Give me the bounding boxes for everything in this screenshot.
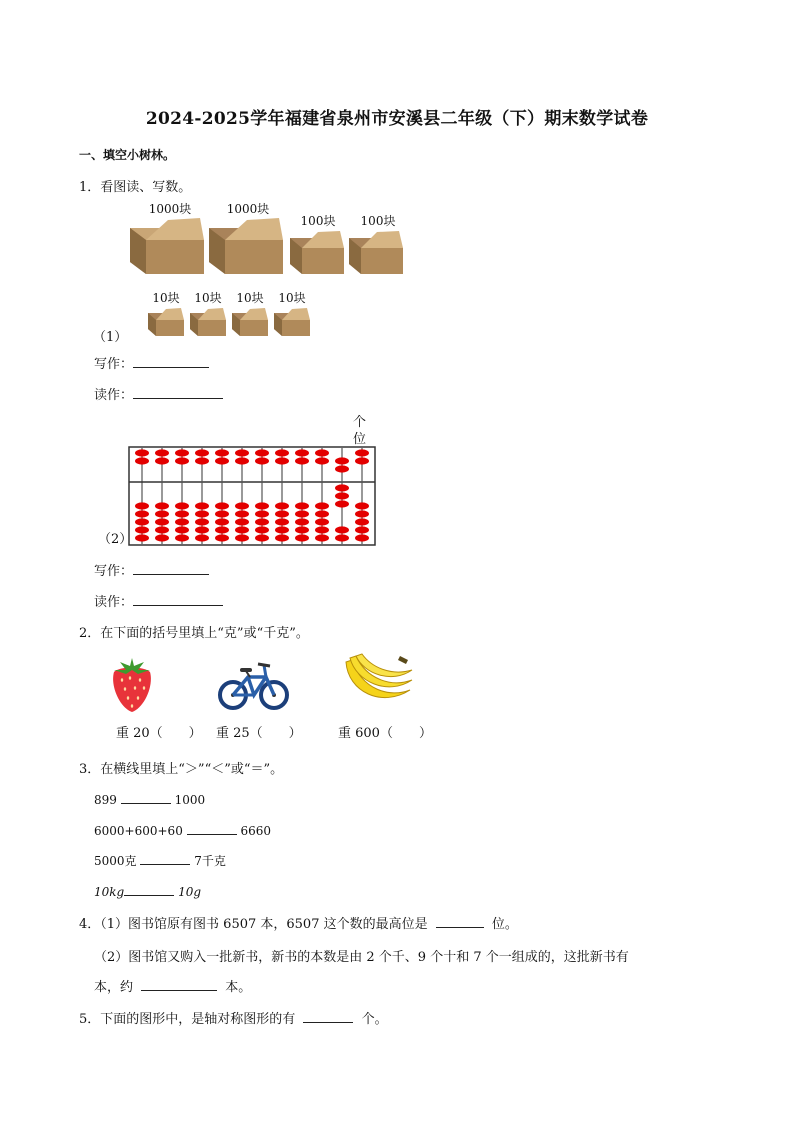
abacus-bead xyxy=(355,510,369,517)
read-answer-blank[interactable] xyxy=(133,592,223,606)
abacus-bead xyxy=(255,526,269,533)
abacus-bead xyxy=(195,457,209,464)
abacus-bead xyxy=(335,492,349,499)
medium-box-icon xyxy=(288,228,346,276)
abacus-bead xyxy=(355,534,369,541)
question-4-text: 位。 xyxy=(491,917,518,932)
compare-right: 1000 xyxy=(174,793,206,807)
answer-blank[interactable] xyxy=(141,977,217,991)
abacus-bead xyxy=(315,518,329,525)
compare-left: 6000+600+60 xyxy=(94,824,183,838)
small-box-icon xyxy=(146,306,186,338)
abacus-bead xyxy=(135,449,149,456)
write-label: 写作： xyxy=(94,564,134,579)
compare-right: 6660 xyxy=(240,824,272,838)
abacus-bead xyxy=(255,534,269,541)
compare-left: 899 xyxy=(94,793,117,807)
page-title: 2024-2025学年福建省泉州市安溪县二年级（下）期末数学试卷 xyxy=(145,109,649,129)
abacus-bead xyxy=(195,502,209,509)
box-label: 100块 xyxy=(360,214,396,228)
abacus-bead xyxy=(295,526,309,533)
abacus-bead xyxy=(235,534,249,541)
box-label: 10块 xyxy=(278,291,306,305)
abacus-bead xyxy=(215,518,229,525)
abacus-bead xyxy=(175,502,189,509)
question-4-text: 本。 xyxy=(225,980,252,995)
compare-right: 7千克 xyxy=(194,854,226,868)
abacus-bead xyxy=(275,449,289,456)
question-4-text: 4．（1）图书馆原有图书 6507 本，6507 这个数的最高位是 xyxy=(79,917,428,932)
read-label: 读作： xyxy=(94,595,134,610)
abacus-bead xyxy=(355,449,369,456)
box-label: 1000块 xyxy=(148,202,192,216)
abacus-bead xyxy=(175,449,189,456)
abacus-bead xyxy=(335,465,349,472)
abacus-bead xyxy=(275,526,289,533)
abacus-bead xyxy=(295,518,309,525)
abacus-bead xyxy=(315,510,329,517)
abacus-bead xyxy=(315,449,329,456)
abacus-bead xyxy=(175,526,189,533)
compare-row xyxy=(94,790,205,807)
abacus-bead xyxy=(215,534,229,541)
abacus-bead xyxy=(215,457,229,464)
abacus-bead xyxy=(135,510,149,517)
large-box-icon xyxy=(207,214,287,276)
question-5-stem xyxy=(79,1008,388,1027)
compare-right: 10g xyxy=(178,885,202,899)
abacus-place-label: 位 xyxy=(353,432,367,447)
answer-blank[interactable] xyxy=(436,914,484,928)
abacus-bead xyxy=(135,534,149,541)
abacus-bead xyxy=(195,510,209,517)
abacus-bead xyxy=(295,449,309,456)
question-4-part2: （2）图书馆又购入一批新书，新书的本数是由 2 个千、9 个十和 7 个一组成的，这批新书有 xyxy=(94,950,629,965)
compare-blank[interactable] xyxy=(124,882,174,896)
abacus-bead xyxy=(155,502,169,509)
answer-blank[interactable] xyxy=(303,1009,353,1023)
box-label: 10块 xyxy=(194,291,222,305)
box-label: 100块 xyxy=(300,214,336,228)
weight-item: 重 25（ ） xyxy=(216,726,302,741)
question-2-stem: 2．在下面的括号里填上“克”或“千克”。 xyxy=(79,626,309,641)
small-box-icon xyxy=(272,306,312,338)
write-row xyxy=(94,560,209,579)
abacus-bead xyxy=(135,526,149,533)
abacus-bead xyxy=(335,500,349,507)
abacus-bead xyxy=(235,502,249,509)
abacus-bead xyxy=(275,502,289,509)
question-4-part2-cont xyxy=(94,976,251,995)
write-row xyxy=(94,353,209,372)
abacus-bead xyxy=(155,457,169,464)
abacus-diagram xyxy=(128,446,376,546)
abacus-bead xyxy=(215,510,229,517)
banana-icon xyxy=(342,652,416,712)
abacus-bead xyxy=(195,518,209,525)
compare-left: 5000克 xyxy=(94,854,137,868)
bicycle-icon xyxy=(218,657,290,713)
abacus-bead xyxy=(155,518,169,525)
abacus-bead xyxy=(295,457,309,464)
abacus-bead xyxy=(295,502,309,509)
abacus-bead xyxy=(295,510,309,517)
abacus-bead xyxy=(175,534,189,541)
abacus-bead xyxy=(235,449,249,456)
abacus-bead xyxy=(255,518,269,525)
medium-box-icon xyxy=(347,228,405,276)
compare-left: 10kg xyxy=(94,885,125,899)
abacus-bead xyxy=(255,502,269,509)
strawberry-icon xyxy=(110,656,154,714)
read-label: 读作： xyxy=(94,388,134,403)
abacus-bead xyxy=(335,526,349,533)
abacus-bead xyxy=(175,510,189,517)
abacus-bead xyxy=(255,510,269,517)
compare-row xyxy=(94,882,201,899)
compare-row xyxy=(94,851,226,869)
abacus-bead xyxy=(335,457,349,464)
abacus-bead xyxy=(135,518,149,525)
abacus-bead xyxy=(255,449,269,456)
abacus-bead xyxy=(295,534,309,541)
abacus-bead xyxy=(355,457,369,464)
box-label: 10块 xyxy=(236,291,264,305)
part-label: （2） xyxy=(98,532,133,547)
abacus-bead xyxy=(355,502,369,509)
weight-item: 重 20（ ） xyxy=(116,726,202,741)
abacus-bead xyxy=(155,526,169,533)
question-4-text: 本，约 xyxy=(94,980,134,995)
compare-row xyxy=(94,821,271,838)
question-4-part1 xyxy=(79,913,518,932)
small-box-icon xyxy=(188,306,228,338)
box-label: 10块 xyxy=(152,291,180,305)
question-5-text: 5．下面的图形中，是轴对称图形的有 xyxy=(79,1012,296,1027)
question-3-stem: 3．在横线里填上“＞”“＜”或“＝”。 xyxy=(79,762,284,777)
abacus-bead xyxy=(215,449,229,456)
abacus-bead xyxy=(175,518,189,525)
abacus-bead xyxy=(315,526,329,533)
abacus-bead xyxy=(195,534,209,541)
abacus-bead xyxy=(275,534,289,541)
small-box-icon xyxy=(230,306,270,338)
abacus-bead xyxy=(155,449,169,456)
abacus-bead xyxy=(355,526,369,533)
part-label: （1） xyxy=(93,330,128,345)
read-row xyxy=(94,591,223,610)
section-heading: 一、填空小树林。 xyxy=(79,148,176,162)
abacus-bead xyxy=(235,526,249,533)
abacus-bead xyxy=(215,502,229,509)
abacus-bead xyxy=(315,534,329,541)
abacus-bead xyxy=(355,518,369,525)
abacus-bead xyxy=(275,518,289,525)
abacus-bead xyxy=(275,510,289,517)
read-answer-blank[interactable] xyxy=(133,385,223,399)
large-box-icon xyxy=(128,214,208,276)
write-answer-blank[interactable] xyxy=(133,354,209,368)
abacus-bead xyxy=(335,484,349,491)
abacus-place-label: 个 xyxy=(353,415,367,430)
abacus-bead xyxy=(235,457,249,464)
abacus-bead xyxy=(235,510,249,517)
box-label: 1000块 xyxy=(226,202,270,216)
abacus-bead xyxy=(315,457,329,464)
abacus-bead xyxy=(135,457,149,464)
weight-item: 重 600（ ） xyxy=(338,726,432,741)
abacus-bead xyxy=(175,457,189,464)
abacus-bead xyxy=(215,526,229,533)
compare-blank[interactable] xyxy=(121,790,171,804)
compare-blank[interactable] xyxy=(187,821,237,835)
abacus-bead xyxy=(335,534,349,541)
abacus-bead xyxy=(135,502,149,509)
read-row xyxy=(94,384,223,403)
abacus-bead xyxy=(195,526,209,533)
compare-blank[interactable] xyxy=(140,851,190,865)
abacus-bead xyxy=(195,449,209,456)
abacus-bead xyxy=(235,518,249,525)
abacus-bead xyxy=(275,457,289,464)
abacus-bead xyxy=(155,534,169,541)
question-5-text: 个。 xyxy=(361,1012,388,1027)
abacus-bead xyxy=(255,457,269,464)
abacus-bead xyxy=(155,510,169,517)
write-label: 写作： xyxy=(94,357,134,372)
write-answer-blank[interactable] xyxy=(133,561,209,575)
abacus-bead xyxy=(315,502,329,509)
question-1-stem: 1．看图读、写数。 xyxy=(79,180,192,195)
